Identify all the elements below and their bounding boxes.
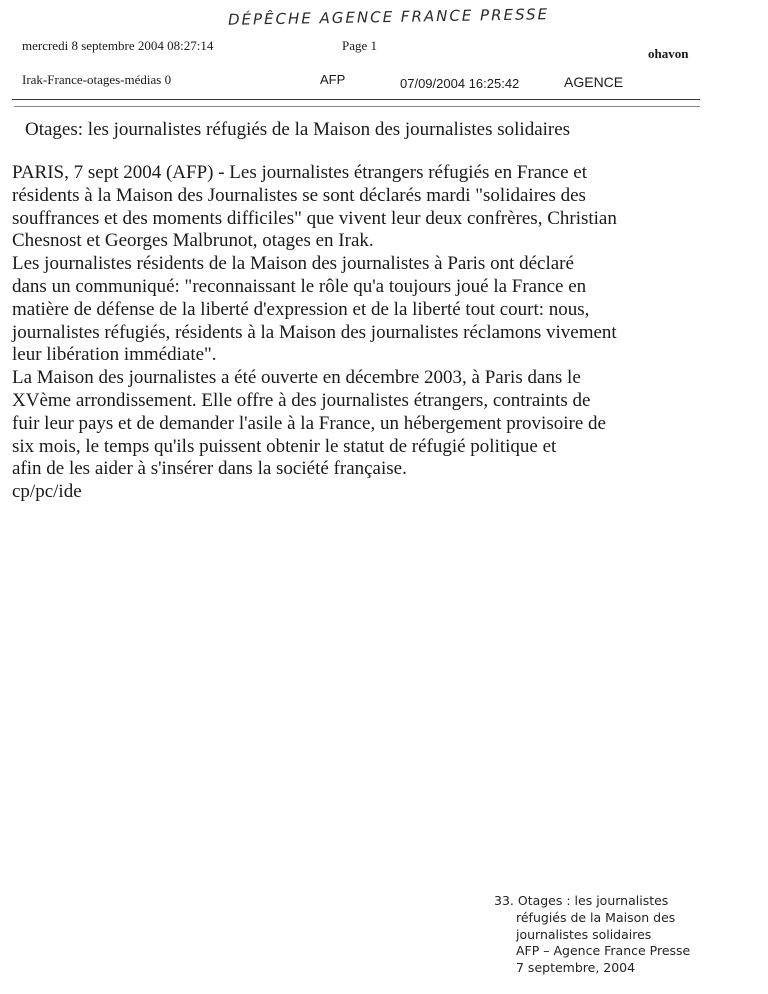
article-line: Les journalistes résidents de la Maison des journalistes à Paris ont déclaré bbox=[12, 253, 574, 275]
caption-line: AFP – Agence France Presse bbox=[516, 943, 691, 959]
article-line: matière de défense de la liberté d'expression et de la liberté tout court: nous, bbox=[12, 298, 590, 320]
article-line: PARIS, 7 sept 2004 (AFP) - Les journalistes étrangers réfugiés en France et bbox=[12, 162, 587, 183]
article-line: afin de les aider à s'insérer dans la société française. bbox=[12, 458, 407, 480]
article-body bbox=[12, 162, 712, 504]
dispatch-timestamp: 07/09/2004 16:25:42 bbox=[400, 76, 520, 91]
caption-line: 33. Otages : les journalistes bbox=[494, 893, 669, 908]
article-line: dans un communiqué: "reconnaissant le rôle qu'a toujours joué la France en bbox=[12, 275, 587, 297]
dispatch-category: AGENCE bbox=[564, 74, 624, 90]
article-line: résidents à la Maison des Journalistes se sont déclarés mardi "solidaires des bbox=[12, 184, 586, 206]
article-line: six mois, le temps qu'ils puissent obtenir le statut de réfugié politique et bbox=[12, 435, 557, 457]
article-line: leur libération immédiate". bbox=[12, 344, 217, 366]
article-line: souffrances et des moments difficiles" que vivent leur deux confrères, Christian bbox=[12, 207, 617, 229]
caption-line: 7 septembre, 2004 bbox=[516, 960, 636, 976]
dispatch-slug: Irak-France-otages-médias 0 bbox=[22, 72, 172, 87]
page-number: Page 1 bbox=[342, 38, 378, 53]
article-line: XVème arrondissement. Elle offre à des journalistes étrangers, contraints de bbox=[12, 389, 591, 411]
archive-caption bbox=[494, 893, 734, 977]
dispatch-source: AFP bbox=[320, 72, 346, 87]
article-line: Chesnost et Georges Malbrunot, otages en Irak. bbox=[12, 230, 374, 252]
article-line: journalistes réfugiés, résidents à la Maison des journalistes réclamons vivement bbox=[12, 321, 617, 343]
caption-line: réfugiés de la Maison des bbox=[516, 909, 676, 925]
article-line: fuir leur pays et de demander l'asile à la France, un hébergement provisoire de bbox=[12, 412, 606, 434]
article-signature: cp/pc/ide bbox=[12, 481, 82, 503]
user-name: ohavon bbox=[648, 46, 689, 61]
article-headline: Otages: les journalistes réfugiés de la Maison des journalistes solidaires bbox=[25, 119, 571, 140]
printout-date: mercredi 8 septembre 2004 08:27:14 bbox=[22, 38, 214, 53]
header-divider bbox=[12, 99, 700, 100]
handwritten-annotation: DÉPÊCHE AGENCE FRANCE PRESSE bbox=[227, 5, 550, 29]
header-divider-secondary bbox=[14, 106, 700, 107]
caption-line: journalistes solidaires bbox=[516, 926, 652, 942]
article-line: La Maison des journalistes a été ouverte en décembre 2003, à Paris dans le bbox=[12, 367, 581, 389]
